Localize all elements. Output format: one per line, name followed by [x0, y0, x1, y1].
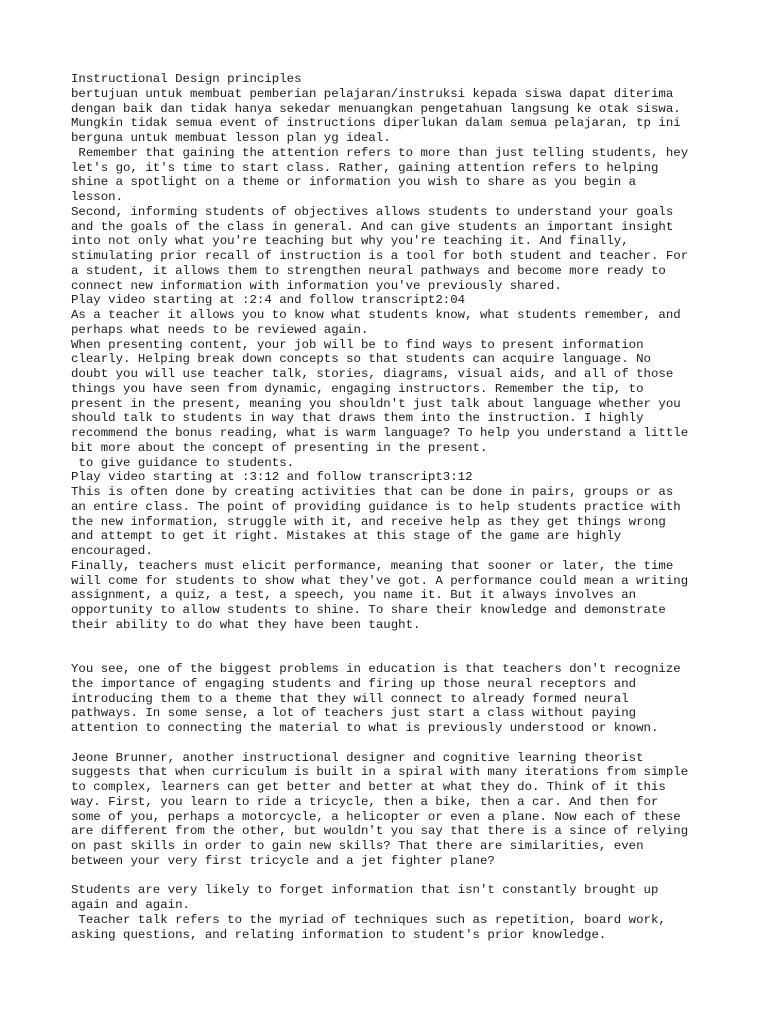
text-line: let's go, it's time to start class. Rather, gaining attention refers to helping — [71, 160, 659, 175]
text-line: attention to connecting the material to what is previously understood or known. — [71, 721, 659, 735]
text-line: Play video starting at :3:12 and follow transcript3:12 — [71, 470, 473, 485]
text-line: Jeone Brunner, another instructional designer and cognitive learning theorist — [71, 750, 644, 765]
text-line: opportunity to allow students to shine. To share their knowledge and demonstrate — [71, 603, 666, 617]
text-line — [71, 633, 751, 648]
text-line: a student, it allows them to strengthen neural pathways and become more ready to — [71, 263, 666, 278]
text-line: Second, informing students of objectives allows students to understand your goals — [71, 204, 674, 219]
text-line: again and again. — [71, 898, 190, 912]
text-line: are different from the other, but wouldn't you say that there is a since of relying — [71, 824, 689, 839]
text-line: Teacher talk refers to the myriad of techniques such as repetition, board work, — [71, 912, 666, 927]
text-line: asking questions, and relating information to student's prior knowledge. — [71, 927, 607, 942]
text-line: You see, one of the biggest problems in education is that teachers don't recognize — [71, 662, 681, 676]
text-line: connect new information with information you've previously shared. — [71, 278, 562, 293]
text-line: the new information, struggle with it, and receive help as they get things wrong — [71, 514, 666, 529]
text-line: the importance of engaging students and firing up those neural receptors and — [71, 676, 637, 691]
text-line: perhaps what needs to be reviewed again. — [71, 322, 369, 337]
text-line: should talk to students in way that draws them into the instruction. I highly — [71, 411, 644, 426]
text-line: bertujuan untuk membuat pemberian pelajaran/instruksi kepada siswa dapat diterima — [71, 86, 674, 101]
text-line: into not only what you're teaching but why you're teaching it. And finally, — [71, 234, 629, 249]
text-line: between your very first tricycle and a jet fighter plane? — [71, 853, 495, 868]
text-line: clearly. Helping break down concepts so that students can acquire language. No — [71, 352, 651, 367]
text-line: present in the present, meaning you shouldn't just talk about language whether you — [71, 396, 681, 411]
text-line: Play video starting at :2:4 and follow transcript2:04 — [71, 293, 466, 308]
text-line: Instructional Design principles — [71, 72, 302, 86]
text-line: Remember that gaining the attention refers to more than just telling students, hey — [71, 145, 689, 160]
text-line: on past skills in order to gain new skills? That there are similarities, even — [71, 839, 644, 853]
text-line: way. First, you learn to ride a tricycle, then a bike, then a car. And then for — [71, 794, 659, 809]
text-line: to complex, learners can get better and better at what they do. Think of it this — [71, 780, 666, 794]
text-line: will come for students to show what they've got. A performance could mean a writing — [71, 573, 689, 588]
text-line: and the goals of the class in general. And can give students an important insight — [71, 219, 674, 234]
text-line: Students are very likely to forget information that isn't constantly brought up — [71, 883, 659, 898]
text-line: berguna untuk membuat lesson plan yg ideal. — [71, 131, 391, 145]
text-line: their ability to do what they have been taught. — [71, 617, 421, 632]
text-line: introducing them to a theme that they will connect to already formed neural — [71, 691, 629, 706]
text-line: encouraged. — [71, 544, 153, 558]
text-line: As a teacher it allows you to know what students know, what students remember, and — [71, 308, 681, 322]
text-line: Finally, teachers must elicit performance, meaning that sooner or later, the time — [71, 558, 674, 573]
text-line: recommend the bonus reading, what is warm language? To help you understand a little — [71, 426, 689, 440]
text-line: some of you, perhaps a motorcycle, a helicopter or even a plane. Now each of these — [71, 809, 681, 824]
text-line: assignment, a quiz, a test, a speech, you name it. But it always involves an — [71, 588, 637, 603]
text-line: stimulating prior recall of instruction is a tool for both student and teacher. For — [71, 249, 689, 263]
text-line: dengan baik dan tidak hanya sekedar menuangkan pengetahuan langsung ke otak siswa. — [71, 101, 681, 116]
text-line — [71, 647, 751, 662]
text-line: things you have seen from dynamic, engaging instructors. Remember the tip, to — [71, 381, 644, 396]
text-line: an entire class. The point of providing guidance is to help students practice with — [71, 499, 681, 514]
text-line: lesson. — [71, 190, 124, 204]
text-line: shine a spotlight on a theme or information you wish to share as you begin a — [71, 175, 637, 190]
text-line: suggests that when curriculum is built in a spiral with many iterations from simple — [71, 765, 689, 780]
text-line: doubt you will use teacher talk, stories, diagrams, visual aids, and all of those — [71, 367, 674, 381]
text-line: to give guidance to students. — [71, 455, 295, 470]
text-line — [71, 736, 751, 751]
text-line — [71, 869, 751, 884]
text-line: When presenting content, your job will be to find ways to present information — [71, 337, 644, 352]
text-line: bit more about the concept of presenting in the present. — [71, 440, 488, 455]
text-line: and attempt to get it right. Mistakes at this stage of the game are highly — [71, 529, 622, 544]
document-text — [71, 72, 751, 942]
text-line: This is often done by creating activities that can be done in pairs, groups or as — [71, 485, 674, 499]
text-line: Mungkin tidak semua event of instructions diperlukan dalam semua pelajaran, tp ini — [71, 116, 681, 131]
text-line: pathways. In some sense, a lot of teachers just start a class without paying — [71, 706, 637, 721]
